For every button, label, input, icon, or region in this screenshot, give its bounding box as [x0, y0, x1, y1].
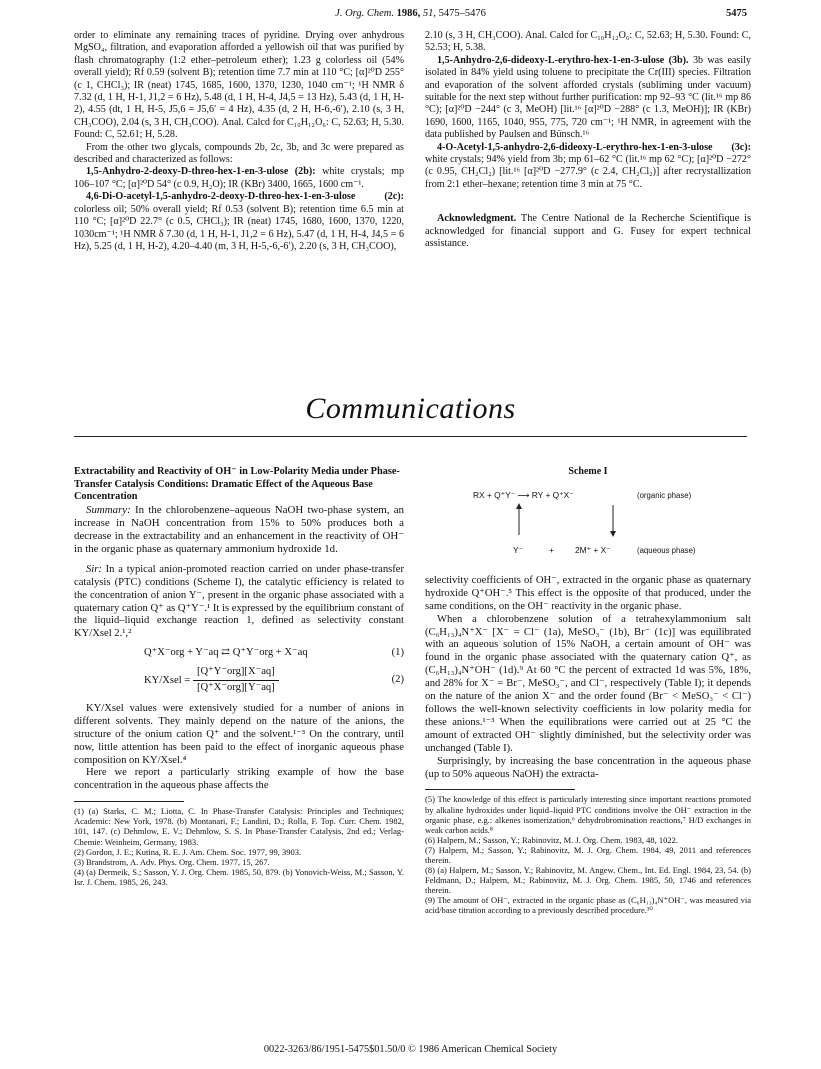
compound-2b-name: 1,5-Anhydro-2-deoxy-D-threo-hex-1-en-3-ulose (2b): [86, 166, 316, 178]
summary-text: In the chlorobenzene–aqueous NaOH two-phase system, an increase in NaOH concentration from 15% to 50% produces both a decrease in the extractability and an enhancement in the reactivity of OH⁻ in the organic phase as quaternary ammonium hydroxide 1d. [74, 503, 404, 555]
page-number: 5475 [726, 8, 747, 19]
equation-1 [74, 647, 404, 660]
selectivity-coefficients-paragraph: selectivity coefficients of OH⁻, extracted in the organic phase as quaternary hydroxide Q⁺OH⁻.⁵ This effect is the opposite of that produced, under the same conditions, on the OH⁻ reactivity in the organic phase. [425, 574, 751, 612]
compound-3c-data: white crystals; 94% yield from 3b; mp 61–62 °C (lit.¹⁶ mp 62 °C); [α]²⁰D −272° (c 0.95, CH₂Cl₂) [lit.¹⁶ [α]²⁰D −277.9° (c 2.4, CH₂Cl₂)] after recrystallization from 2:1 ether–hexane; retention time 3 min at 75 °C. [425, 154, 751, 190]
sir-label: Sir: [86, 563, 102, 575]
sir-text: In a typical anion-promoted reaction carried on under phase-transfer catalysis (PTC) conditions (Scheme I), the catalytic efficiency is related to the concentration of anion Y⁻, present in the organic phase associated with a quaternary cation Q⁺ as Q⁺Y⁻.¹ It is expressed by the equilibrium constant of the liquid–liquid exchange reaction 1, defined as selectivity constant KY/Xsel 2.¹,² [74, 563, 404, 640]
scheme-title: Scheme I [568, 466, 608, 477]
footnote-divider-right [425, 789, 575, 790]
equation-2-lhs: KY/Xsel = [144, 674, 191, 686]
scheme-diagram [425, 485, 751, 573]
running-header [74, 8, 747, 24]
right-column-article [425, 466, 751, 916]
footnote-5: (5) The knowledge of this effect is particularly interesting since important reactions promoted by alkaline hydroxides under liquid–liquid PTC conditions involve the OH⁻ extraction in the organic phase, e.g.: alkenes isomerization,⁶ dehydrobromination reactions,⁷ H/D exchanges in weak carbon acids.⁸ [425, 794, 751, 835]
selectivity-paragraph: KY/Xsel values were extensively studied for a number of anions in different solvents. They mainly depend on the nature of the anions, the structure of the onium cation Q⁺ and the solvent.¹⁻³ On the contrary, until now, little attention has been paid to the effect of inorganic aqueous phase composition on KY/Xsel.⁴ [74, 702, 404, 766]
footnote-3: (3) Brandstrom, A. Adv. Phys. Org. Chem. 1977, 15, 267. [74, 856, 270, 867]
section-divider [74, 436, 747, 437]
acknowledgment [425, 213, 751, 251]
acknowledgment-label: Acknowledgment. [437, 213, 517, 225]
article-title: Extractability and Reactivity of OH⁻ in Low-Polarity Media under Phase-Transfer Catalysis Conditions: Dramatic Effect of the Aqueous Base Concentration [74, 466, 400, 503]
equation-1-body: Q⁺X⁻org + Y⁻aq ⇄ Q⁺Y⁻org + X⁻aq [144, 647, 308, 659]
section-title: Communications [305, 392, 516, 425]
compound-2c-name: 4,6-Di-O-acetyl-1,5-anhydro-2-deoxy-D-threo-hex-1-en-3-ulose (2c): [86, 191, 404, 203]
equation-2-fraction [193, 666, 279, 695]
journal-name: J. Org. Chem. [335, 8, 394, 19]
report-paragraph: Here we report a particularly striking example of how the base concentration in the aqueous phase affects the [74, 767, 404, 792]
analysis-paragraph: 2.10 (s, 3 H, CH₃COO). Anal. Calcd for C₁₀H₁₂O₆: C, 52.63; H, 5.30. Found: C, 52.53; H, 5.38. [425, 30, 751, 54]
article-summary [74, 504, 404, 556]
compound-2c-data: colorless oil; 50% overall yield; Rf 0.53 (solvent B); retention time 6.5 min at 110 °C; [α]²⁰D 22.7° (c 0.5, CHCl₃); IR (neat) 1745, 1680, 1600, 1370, 1220, 1030cm⁻¹; ¹H NMR δ 7.30 (d, 1 H, H-1, J1,2 = 6 Hz), 5.47 (d, 1 H, H-4, J4,5 = 6 Hz), 5.25 (d, 1 H, H-2), 4.20–4.40 (m, 3 H, H-5,-6,-6′), 2.20 (s, 3 H, CH₃COO), [74, 203, 404, 252]
footnote-8: (8) (a) Halpern, M.; Sasson, Y.; Rabinovitz, M. Angew. Chem., Int. Ed. Engl. 1984, 23, 54. (b) Feldmann, D.; Halpern, M.; Rabinovitz, M. J. Org. Chem. 1985, 50, 1746 and references therein. [425, 865, 751, 896]
equation-2-numerator: [Q⁺Y⁻org][X⁻aq] [193, 666, 279, 681]
journal-pages: 5475–5476 [438, 8, 486, 19]
scheme-organic-label: (organic phase) [637, 490, 692, 500]
compound-3b-name: 1,5-Anhydro-2,6-dideoxy-L-erythro-hex-1-en-3-ulose (3b). [437, 54, 689, 66]
footnote-2: (2) Gordon, J. E.; Kutina, R. E. J. Am. Chem. Soc. 1977, 99, 3903. [74, 846, 302, 857]
compound-2b [74, 166, 404, 191]
acknowledgment-text: The Centre National de la Recherche Scientifique is acknowledged for financial support and G. Fusey for expert technical assistance. [425, 213, 751, 250]
experimental-paragraph: order to eliminate any remaining traces of pyridine. Drying over anhydrous MgSO₄, filtration, and evaporation afforded a yellowish oil that was purified by flash chromatography (1:2 ether–petroleum ether); 1.23 g colorless oil (54% overall yield); Rf 0.59 (solvent B); retention time 7.7 min at 110 °C; [α]²⁰D 255° (c 1, CHCl₃); IR (neat) 1745, 1685, 1600, 1370, 1230, 1040 cm⁻¹; ¹H NMR δ 7.32 (d, 1 H, H-1, J1,2 = 6 Hz), 5.48 (d, 1 H, H-4, J4,5 = 13 Hz), 5.43 (d, 1 H, H-2), 4.55 (dt, 1 H, H-5, J5,6 = J5,6′ = 4 Hz), 4.35 (d, 2 H, H-6,-6′), 2.10 (s, 3 H, CH₃COO), 2.04 (s, 3 H, CH₃COO). Anal. Calcd for C₁₀H₁₂O₆: C, 52.63; H, 5.30. Found: C, 52.61; H, 5.28. [74, 30, 404, 141]
equation-1-number: (1) [391, 647, 404, 659]
copyright-footer: 0022-3263/86/1951-5475$01.50/0 © 1986 American Chemical Society [263, 1044, 558, 1055]
compound-3b-data: 3b was easily isolated in 84% yield using toluene to precipitate the Cr(III) species. Filtration and evaporation of the solvent afforded crystals (subliming under vacuum) suitable for the next step without further purification: mp 92–93 °C (lit.¹⁶ mp 86 °C); [α]²⁰D −244° (c 3, MeOH) [lit.¹⁶ [α]²⁰D −288° (c 1.3, MeOH)]; IR (KBr) 1690, 1600, 1165, 1040, 955, 775, 720 cm⁻¹; ¹H NMR, in agreement with the data published by Paulsen and Bünsch.¹⁶ [425, 54, 751, 141]
tetrahexylammonium-paragraph: When a chlorobenzene solution of a tetrahexylammonium salt (C₆H₁₃)₄N⁺X⁻ [X⁻ = Cl⁻ (1a), MeSO₃⁻ (1b), Br⁻ (1c)] was equilibrated with an aqueous solution of 15% NaOH, a certain amount of OH⁻ was found in the organic phase associated with the quaternary cation Q⁺, as (C₆H₁₃)₄N⁺OH⁻ (1d).⁹ At 60 °C the percent of extracted 1d was 5%, 18%, and 28% for X⁻ = Br⁻, MeSO₃⁻, and Cl⁻, respectively (Table I); it depends on the nature of the anion X⁻ and the order found (Br⁻ < MeSO₃⁻ < Cl⁻) follows the well-known selectivity coefficients in low polarity media for these anions.¹⁻³ When the equilibrations were carried out at 25 °C the amount of extracted OH⁻ slightly diminished, but the selectivity order was unchanged (Table I). [425, 613, 751, 754]
footnote-9: (9) The amount of OH⁻, extracted in the organic phase as (C₆H₁₃)₄N⁺OH⁻, was measured via acid/base titration according to a previously described procedure.¹⁰ [425, 895, 751, 916]
sir-paragraph [74, 564, 404, 641]
footnote-1: (1) (a) Starks, C. M.; Liotta, C. In Phase-Transfer Catalysis: Principles and Techniques; Academic: New York, 1978. (b) Montanari, F.; Landini, D.; Rolla, F. Top. Curr. Chem. 1982, 101, 147. (c) Dehmlow, E. V.; Dehmlow, S. S. In Phase-Transfer Catalysis, 2nd ed.; Verlag-Chemie: Weinheim, Germany, 1983. [74, 806, 404, 847]
compound-3b [425, 55, 751, 142]
scheme-aqueous-ions: 2M⁺ + X⁻ [575, 544, 611, 555]
footnote-divider [74, 801, 184, 802]
compound-2c [74, 191, 404, 253]
equation-2-number: (2) [391, 674, 404, 686]
right-column-top [425, 30, 751, 251]
scheme-aqueous-plus: + [549, 544, 554, 555]
footnote-7: (7) Halpern, M.; Sasson, Y.; Rabinovitz, M. J. Org. Chem. 1984, 49, 2011 and references therein. [425, 844, 751, 865]
equation-2 [74, 666, 404, 695]
left-column-top [74, 30, 404, 253]
scheme-aqueous-label: (aqueous phase) [637, 545, 696, 555]
scheme-aqueous-y: Y⁻ [513, 544, 524, 555]
journal-year: 1986, [396, 8, 421, 19]
journal-volume: 51, [422, 8, 436, 19]
left-column-article [74, 466, 404, 887]
scheme-arrows [425, 485, 751, 573]
scheme-organic-reaction: RX + Q⁺Y⁻ ⟶ RY + Q⁺X⁻ [473, 489, 574, 500]
footnote-4: (4) (a) Dermeik, S.; Sasson, Y. J. Org. Chem. 1985, 50, 879. (b) Yonovich-Weiss, M.; Sasson, Y. Isr. J. Chem. 1985, 26, 243. [74, 866, 404, 887]
base-concentration-paragraph: Surprisingly, by increasing the base concentration in the aqueous phase (up to 50% aqueous NaOH) the extracta- [425, 755, 751, 780]
equation-2-denominator: [Q⁺X⁻org][Y⁻aq] [196, 682, 275, 694]
glycals-paragraph: From the other two glycals, compounds 2b, 2c, 3b, and 3c were prepared as described and characterized as follows: [74, 141, 404, 166]
compound-3c [425, 142, 751, 192]
footnote-6: (6) Halpern, M.; Sasson, Y.; Rabinovitz, M. J. Org. Chem. 1983, 48, 1022. [425, 834, 678, 845]
compound-3c-name: 4-O-Acetyl-1,5-anhydro-2,6-dideoxy-L-erythro-hex-1-en-3-ulose (3c): [437, 141, 751, 153]
summary-label: Summary: [86, 503, 131, 516]
compound-2b-data: white crystals; mp 106–107 °C; [α]²⁰D 54° (c 0.9, H₂O); IR (KBr) 3400, 1665, 1600 cm⁻¹. [74, 166, 404, 190]
